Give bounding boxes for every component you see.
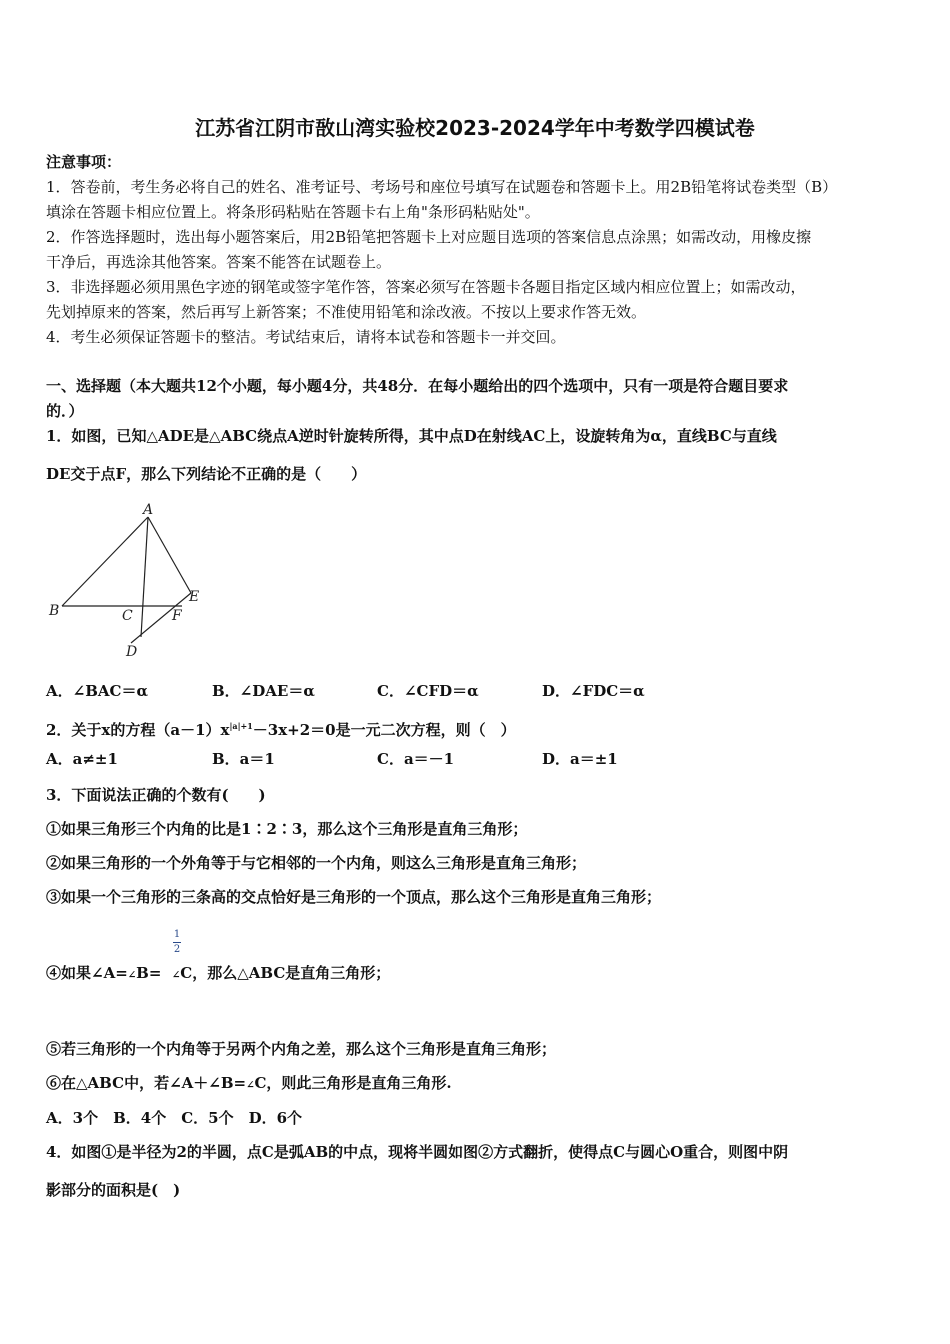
question-3-item-4 bbox=[46, 963, 390, 986]
question-4-stem-cont: 影部分的面积是( ) bbox=[46, 1181, 181, 1199]
question-2-suffix: －3x+2＝0是一元二次方程，则（ ） bbox=[252, 721, 516, 739]
question-3-item-5: ⑤若三角形的一个内角等于另两个内角之差，那么这个三角形是直角三角形； bbox=[46, 1040, 557, 1058]
figure-label-a: A bbox=[143, 502, 154, 518]
item4-angle-2: ∠ bbox=[171, 970, 181, 981]
notice-line: 先划掉原来的答案，然后再写上新答案；不准使用铅笔和涂改液。不按以上要求作答无效。 bbox=[46, 303, 647, 321]
page-title: 江苏省江阴市敔山湾实验校2023-2024学年中考数学四模试卷 bbox=[195, 116, 755, 140]
question-1-option-c[interactable]: C．∠CFD＝α bbox=[377, 682, 479, 700]
question-1-option-a[interactable]: A．∠BAC＝α bbox=[46, 682, 149, 700]
figure-label-c: C bbox=[122, 608, 133, 624]
question-3-options[interactable]: A．3个 B．4个 C．5个 D．6个 bbox=[46, 1109, 303, 1127]
item4-e: C，那么△ABC是直角三角形； bbox=[180, 964, 391, 982]
question-1-figure bbox=[44, 500, 214, 665]
notice-heading: 注意事项： bbox=[46, 153, 122, 171]
question-3-item: ②如果三角形的一个外角等于与它相邻的一个内角，则这么三角形是直角三角形； bbox=[46, 854, 587, 872]
figure-label-d: D bbox=[126, 644, 138, 660]
question-2-exponent: |a|+1 bbox=[229, 721, 253, 731]
section-heading: 一、选择题（本大题共12个小题，每小题4分，共48分．在每小题给出的四个选项中，只有一项是符合题目要求 bbox=[46, 377, 789, 395]
item4-angle: ∠ bbox=[127, 970, 137, 981]
question-3-item: ③如果一个三角形的三条高的交点恰好是三角形的一个顶点，那么这个三角形是直角三角形； bbox=[46, 888, 662, 906]
question-2-option-a[interactable]: A．a≠±1 bbox=[46, 750, 118, 768]
notice-line: 填涂在答题卡相应位置上。将条形码粘贴在答题卡右上角"条形码粘贴处"。 bbox=[46, 203, 540, 221]
question-1-stem: 1．如图，已知△ADE是△ABC绕点A逆时针旋转所得，其中点D在射线AC上，设旋转角为α，直线BC与直线 bbox=[46, 427, 777, 445]
question-4-stem: 4．如图①是半径为2的半圆，点C是弧AB的中点，现将半圆如图②方式翻折，使得点C与圆心O重合，则图中阴 bbox=[46, 1143, 789, 1161]
figure-label-f: F bbox=[172, 608, 182, 624]
question-2-option-b[interactable]: B．a＝1 bbox=[212, 750, 275, 768]
question-3-item: ①如果三角形三个内角的比是1∶2∶3，那么这个三角形是直角三角形； bbox=[46, 820, 528, 838]
item6-a: ⑥在△ABC中，若∠A＋∠B= bbox=[46, 1074, 247, 1092]
notice-line: 4．考生必须保证答题卡的整洁。考试结束后，请将本试卷和答题卡一并交回。 bbox=[46, 328, 566, 346]
notice-line: 1．答卷前，考生务必将自己的姓名、准考证号、考场号和座位号填写在试题卷和答题卡上。用2B铅笔将试卷类型（B） bbox=[46, 178, 838, 196]
figure-label-e: E bbox=[189, 589, 200, 605]
figure-label-b: B bbox=[49, 603, 60, 619]
question-1-option-d[interactable]: D．∠FDC＝α bbox=[542, 682, 645, 700]
fraction-denominator: 2 bbox=[173, 944, 181, 955]
question-2-option-d[interactable]: D．a＝±1 bbox=[542, 750, 618, 768]
question-1-stem-cont: DE交于点F，那么下列结论不正确的是（ ） bbox=[46, 465, 367, 483]
fraction-one-half bbox=[173, 928, 181, 957]
question-1-option-b[interactable]: B．∠DAE＝α bbox=[212, 682, 315, 700]
notice-line: 2．作答选择题时，选出每小题答案后，用2B铅笔把答题卡上对应题目选项的答案信息点涂黑；如需改动，用橡皮擦 bbox=[46, 228, 812, 246]
question-3-stem: 3．下面说法正确的个数有( ) bbox=[46, 786, 266, 804]
question-2-prefix: 2．关于x的方程（a－1）x bbox=[46, 721, 230, 739]
fraction-numerator: 1 bbox=[173, 929, 181, 940]
notice-line: 3．非选择题必须用黑色字迹的钢笔或签字笔作答，答案必须写在答题卡各题目指定区域内相应位置上；如需改动， bbox=[46, 278, 806, 296]
notice-line: 干净后，再选涂其他答案。答案不能答在试题卷上。 bbox=[46, 253, 392, 271]
question-2-option-c[interactable]: C．a＝－1 bbox=[377, 750, 455, 768]
item6-angle: ∠ bbox=[246, 1080, 255, 1091]
item4-c: B= bbox=[136, 964, 162, 982]
item4-a: ④如果∠A= bbox=[46, 964, 128, 982]
item6-c: C，则此三角形是直角三角形. bbox=[254, 1074, 452, 1092]
section-heading-cont: 的．） bbox=[46, 402, 84, 420]
question-2-stem bbox=[46, 716, 516, 740]
question-3-item-6 bbox=[46, 1073, 452, 1096]
